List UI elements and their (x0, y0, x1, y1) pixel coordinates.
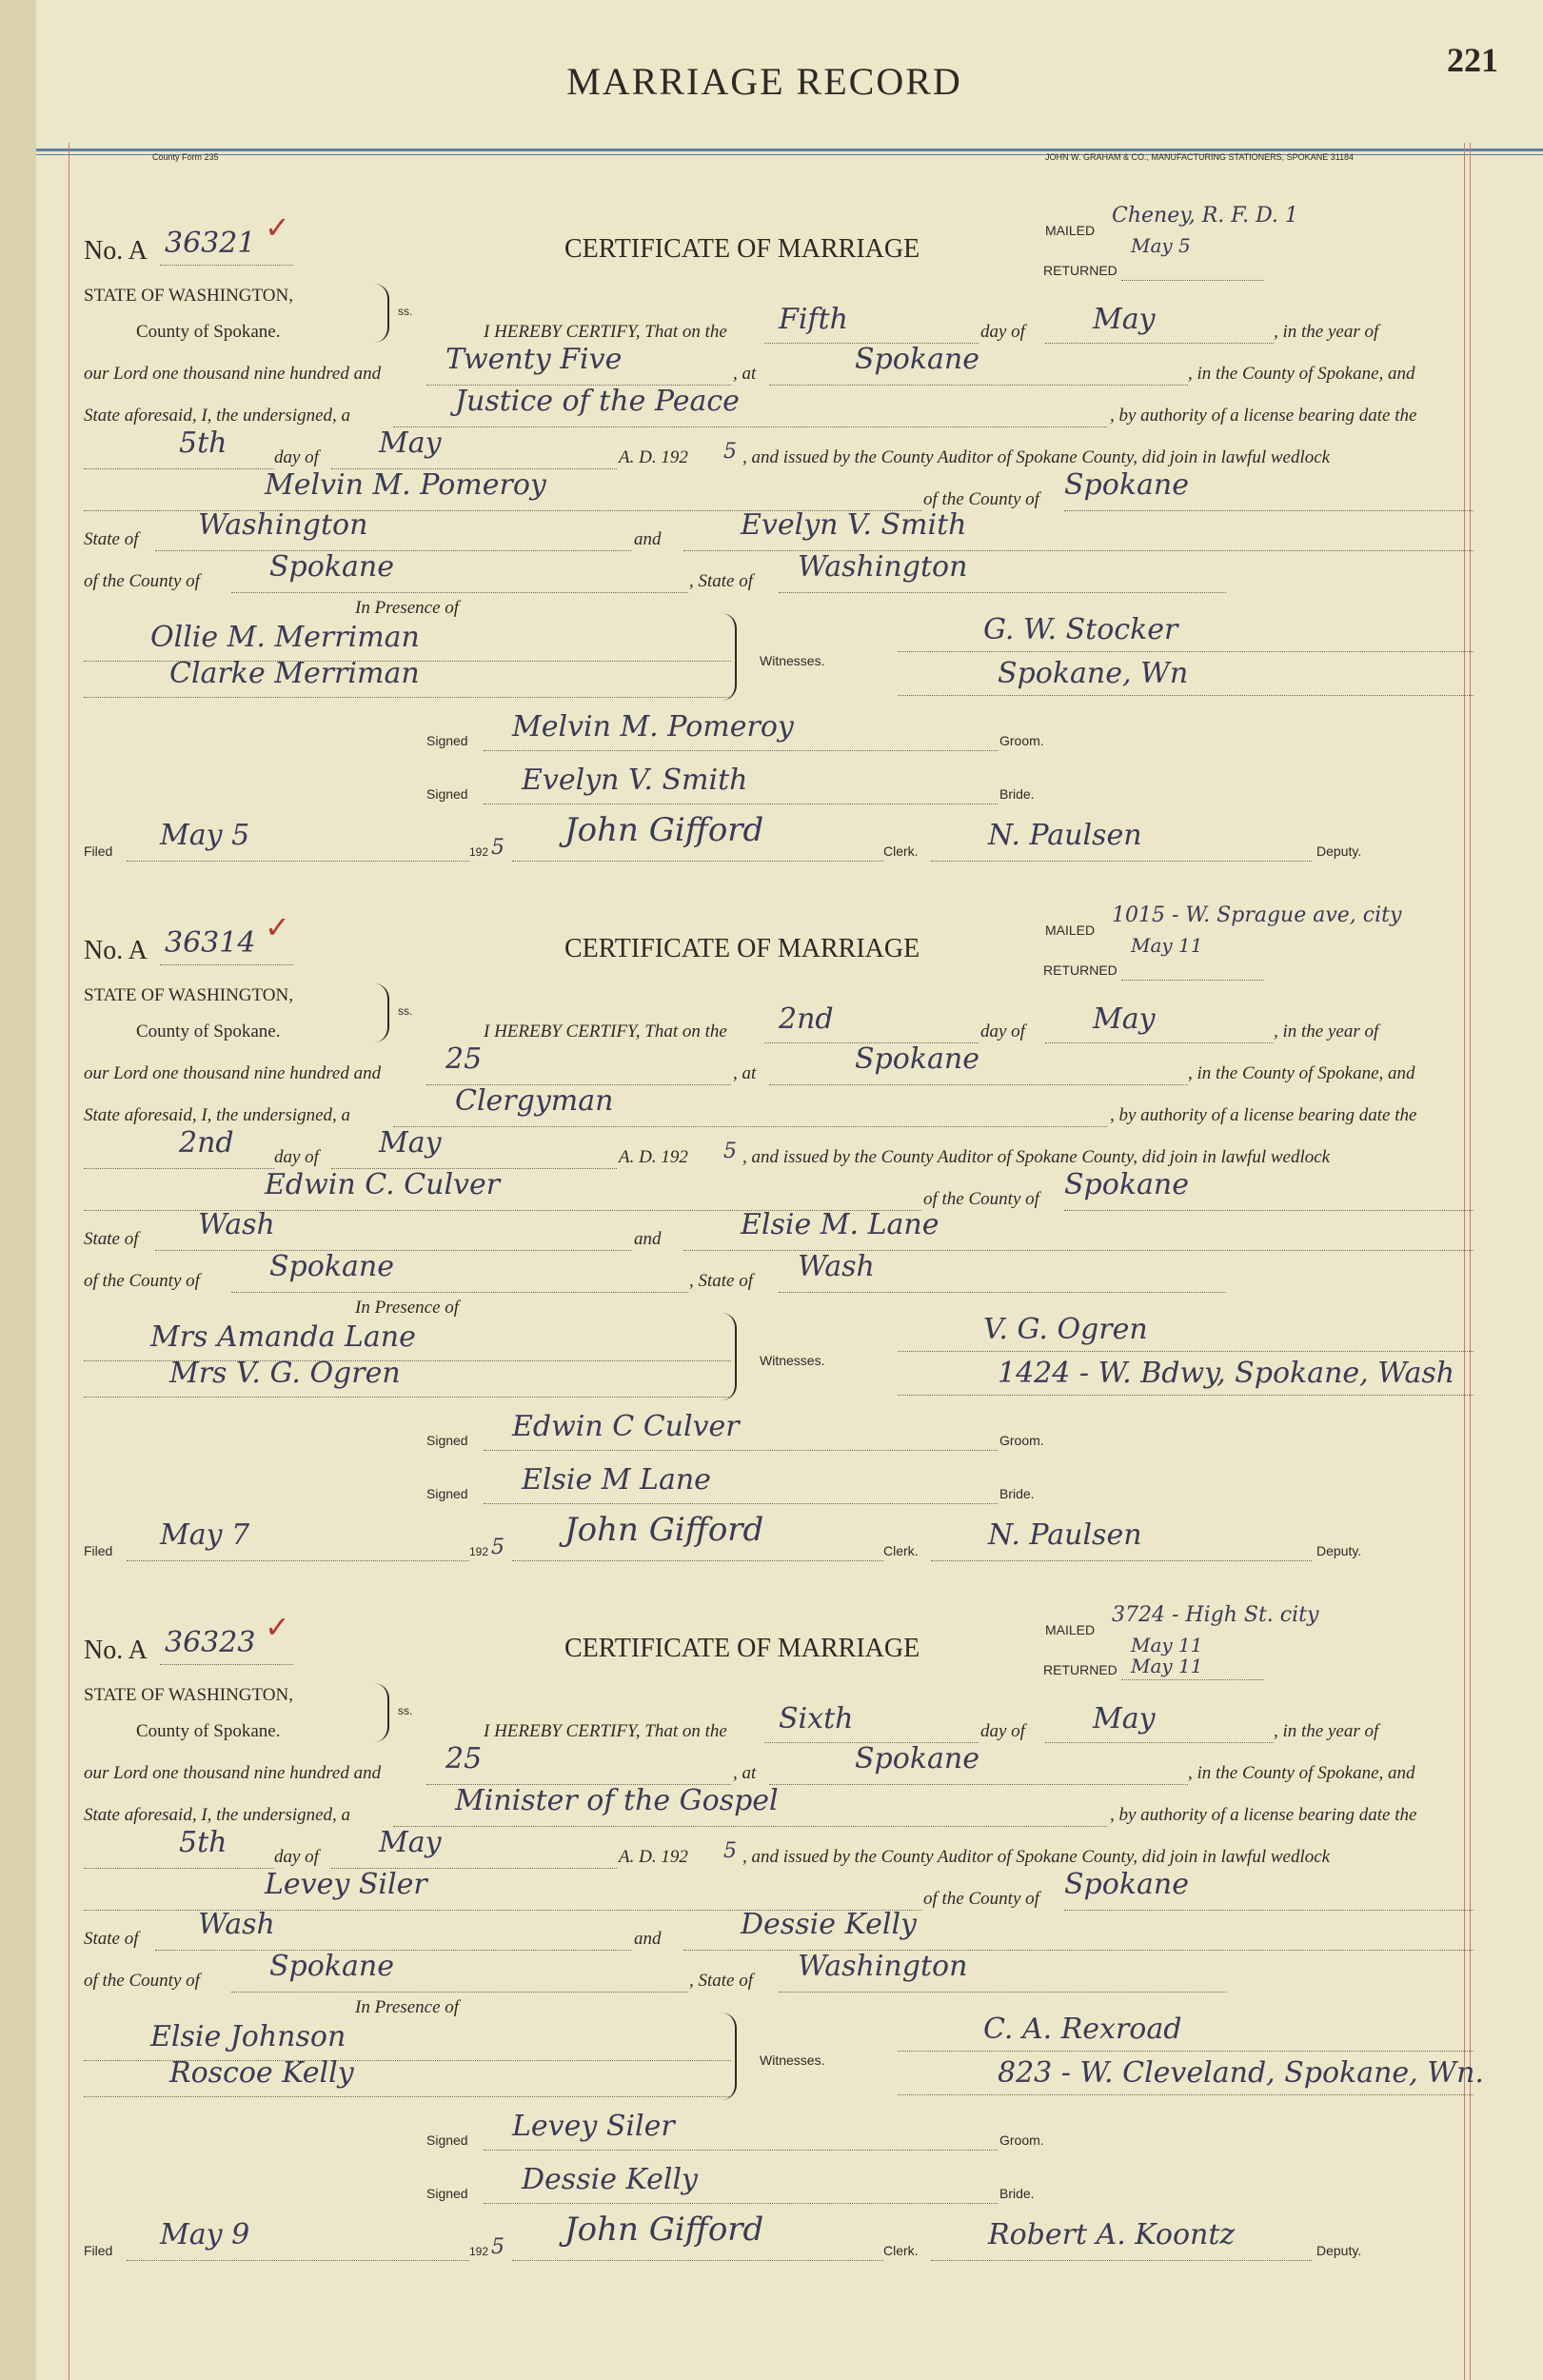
signed-bride-label: Signed (426, 786, 468, 802)
groom-label: Groom. (999, 2132, 1044, 2148)
license-day: 5th (179, 1826, 227, 1859)
officiant: Clergyman (455, 1084, 614, 1118)
state-label: STATE OF WASHINGTON, (84, 286, 293, 306)
and-label: and (634, 1229, 662, 1249)
signed-groom-label: Signed (426, 1433, 468, 1448)
number-line (160, 1664, 293, 1665)
license-day-of-label: day of (274, 447, 319, 467)
county-label: County of Spokane. (136, 1021, 281, 1041)
marriage-certificate-1 (36, 181, 1543, 885)
presence-1: Elsie Johnson (150, 2020, 346, 2053)
year-words: Twenty Five (445, 343, 623, 376)
witness-brace (722, 2013, 737, 2100)
certificate-number: 36314 (165, 926, 256, 960)
filed-year-prefix: 192 (469, 2245, 489, 2258)
license-day-of-label: day of (274, 1847, 319, 1867)
presence-2: Roscoe Kelly (169, 2056, 354, 2090)
deputy-name: N. Paulsen (988, 1518, 1142, 1552)
place: Spokane (855, 1742, 979, 1775)
returned-line (1121, 280, 1264, 281)
witness-1: V. G. Ogren (983, 1313, 1148, 1346)
officiant: Justice of the Peace (455, 385, 740, 418)
bride-label: Bride. (999, 786, 1035, 802)
at-label: , at (733, 364, 757, 384)
month-line (1045, 1042, 1274, 1043)
signed-groom-label: Signed (426, 733, 468, 748)
license-day-line (84, 1168, 274, 1169)
deputy-label: Deputy. (1316, 843, 1362, 859)
county-label: County of Spokane. (136, 322, 281, 342)
check-mark: ✓ (265, 1609, 290, 1645)
place-line (769, 1084, 1188, 1085)
officiant-line (393, 1826, 1107, 1827)
day: Sixth (779, 1702, 854, 1735)
signed-bride-line (484, 1503, 998, 1504)
witnesses-label: Witnesses. (760, 2053, 825, 2068)
witnesses-label: Witnesses. (760, 653, 825, 668)
license-day-line (84, 468, 274, 469)
certificate-title: CERTIFICATE OF MARRIAGE (564, 934, 920, 963)
ss-label: ss. (398, 305, 413, 318)
filed-year: 5 (491, 1536, 504, 1559)
stationer-note: JOHN W. GRAHAM & CO., MANUFACTURING STATIONERS, SPOKANE 31184 (1045, 152, 1355, 162)
license-day: 2nd (179, 1126, 234, 1160)
deputy-line (931, 1560, 1312, 1561)
signed-groom-line (484, 1450, 998, 1451)
filed-date-line (127, 2260, 469, 2261)
license-day-line (84, 1868, 274, 1869)
ad-label: A. D. 192 (619, 447, 688, 467)
county-form-note: County Form 235 (152, 152, 219, 162)
of-county-label-2: of the County of (84, 1271, 200, 1291)
certificate-number-label: No. A (84, 1636, 148, 1665)
witness-2-line (898, 2094, 1474, 2095)
month-line (1045, 1742, 1274, 1743)
presence-2: Clarke Merriman (169, 657, 420, 690)
certify-label: I HEREBY CERTIFY, That on the (484, 1721, 727, 1741)
signed-groom: Levey Siler (512, 2110, 675, 2143)
groom-name: Edwin C. Culver (265, 1168, 501, 1201)
year-label: , in the year of (1274, 1721, 1379, 1741)
presence-label: In Presence of (355, 1997, 460, 2017)
and-label: and (634, 1929, 662, 1949)
of-county-label: of the County of (923, 489, 1039, 509)
deputy-name: N. Paulsen (988, 819, 1142, 852)
day-of-label: day of (980, 1721, 1025, 1741)
witness-1-line (898, 1351, 1474, 1352)
witness-1: C. A. Rexroad (983, 2013, 1182, 2046)
presence-2-line (84, 697, 731, 698)
signed-bride-line (484, 803, 998, 804)
marriage-certificate-2 (36, 881, 1543, 1585)
certify-label: I HEREBY CERTIFY, That on the (484, 1021, 727, 1041)
of-county-label-2: of the County of (84, 1971, 200, 1991)
bride-label: Bride. (999, 2186, 1035, 2201)
signed-groom: Edwin C Culver (512, 1410, 740, 1443)
state-of-label-2: , State of (689, 571, 754, 591)
signed-bride: Dessie Kelly (522, 2163, 698, 2196)
officiant-line (393, 426, 1107, 427)
filed-date: May 5 (160, 819, 250, 852)
license-month: May (379, 426, 442, 460)
ad-label: A. D. 192 (619, 1847, 688, 1867)
witness-brace (722, 613, 737, 701)
month: May (1093, 1002, 1156, 1036)
bride-county-line (231, 1992, 688, 1993)
officiant-line (393, 1126, 1107, 1127)
bride-name: Elsie M. Lane (741, 1208, 940, 1241)
authority-label: , by authority of a license bearing date the (1110, 1805, 1417, 1825)
bride-state-line (779, 1992, 1226, 1993)
filed-year-prefix: 192 (469, 845, 489, 859)
signed-groom-label: Signed (426, 2132, 468, 2148)
deputy-line (931, 861, 1312, 862)
signed-groom-line (484, 750, 998, 751)
deputy-label: Deputy. (1316, 2243, 1362, 2258)
bride-name: Dessie Kelly (741, 1908, 917, 1941)
ss-label: ss. (398, 1704, 413, 1717)
page-number: 221 (1447, 41, 1498, 79)
license-year: 5 (723, 1839, 737, 1863)
month: May (1093, 303, 1156, 336)
month-line (1045, 343, 1274, 344)
signed-bride: Elsie M Lane (522, 1463, 711, 1497)
bride-county: Spokane (269, 1250, 394, 1283)
place: Spokane (855, 1042, 979, 1076)
bride-state: Wash (798, 1250, 875, 1283)
lord-label: our Lord one thousand nine hundred and (84, 364, 382, 384)
groom-county: Spokane (1064, 1868, 1189, 1901)
year-words: 25 (445, 1742, 483, 1775)
returned-date: May 11 (1131, 1655, 1203, 1677)
license-day: 5th (179, 426, 227, 460)
groom-label: Groom. (999, 1433, 1044, 1448)
ss-brace (374, 983, 389, 1042)
issued-label: , and issued by the County Auditor of Spokane County, did join in lawful wedlock (742, 447, 1331, 467)
in-county-label: , in the County of Spokane, and (1188, 364, 1415, 384)
groom-county-line (1064, 1910, 1474, 1911)
place: Spokane (855, 343, 979, 376)
bride-county-line (231, 1292, 688, 1293)
groom-state: Wash (198, 1908, 275, 1941)
day: Fifth (779, 303, 848, 336)
certificate-number: 36321 (165, 227, 256, 260)
groom-county-line (1064, 510, 1474, 511)
deputy-name: Robert A. Koontz (988, 2218, 1236, 2251)
filed-year: 5 (491, 2235, 504, 2259)
presence-1: Ollie M. Merriman (150, 621, 420, 654)
state-of-label-2: , State of (689, 1271, 754, 1291)
presence-2: Mrs V. G. Ogren (169, 1357, 401, 1390)
clerk-name: John Gifford (564, 1511, 764, 1549)
groom-name: Levey Siler (265, 1868, 427, 1901)
place-line (769, 1784, 1188, 1785)
filed-date-line (127, 1560, 469, 1561)
returned-line (1121, 980, 1264, 981)
clerk-label: Clerk. (883, 2243, 919, 2258)
mailed-date: May 5 (1131, 234, 1191, 257)
mailed-label: MAILED (1045, 223, 1096, 238)
clerk-line (512, 1560, 883, 1561)
month: May (1093, 1702, 1156, 1735)
officiant: Minister of the Gospel (455, 1784, 779, 1817)
state-of-label: State of (84, 529, 139, 549)
certificate-number-label: No. A (84, 936, 148, 965)
presence-label: In Presence of (355, 598, 460, 618)
mailed-address: 3724 - High St. city (1112, 1603, 1319, 1627)
issued-label: , and issued by the County Auditor of Spokane County, did join in lawful wedlock (742, 1147, 1331, 1167)
signed-bride: Evelyn V. Smith (522, 764, 748, 797)
filed-date: May 9 (160, 2218, 250, 2251)
ad-label: A. D. 192 (619, 1147, 688, 1167)
clerk-label: Clerk. (883, 843, 919, 859)
mailed-address: 1015 - W. Sprague ave, city (1112, 903, 1402, 927)
returned-label: RETURNED (1043, 962, 1118, 978)
marriage-certificate-3 (36, 1580, 1543, 2285)
returned-label: RETURNED (1043, 1662, 1118, 1677)
check-mark: ✓ (265, 909, 290, 945)
certify-label: I HEREBY CERTIFY, That on the (484, 322, 727, 342)
day-of-label: day of (980, 322, 1025, 342)
bride-name: Evelyn V. Smith (741, 508, 967, 542)
county-label: County of Spokane. (136, 1721, 281, 1741)
deputy-label: Deputy. (1316, 1543, 1362, 1558)
lord-label: our Lord one thousand nine hundred and (84, 1063, 382, 1083)
bride-county: Spokane (269, 550, 394, 584)
witness-1: G. W. Stocker (983, 613, 1178, 646)
signed-bride-label: Signed (426, 2186, 468, 2201)
in-county-label: , in the County of Spokane, and (1188, 1063, 1415, 1083)
filed-label: Filed (84, 843, 113, 859)
filed-date-line (127, 861, 469, 862)
lord-label: our Lord one thousand nine hundred and (84, 1763, 382, 1783)
record-page (36, 0, 1543, 2380)
witness-2-line (898, 1395, 1474, 1396)
license-year: 5 (723, 1140, 737, 1163)
groom-label: Groom. (999, 733, 1044, 748)
bride-state-line (779, 592, 1226, 593)
groom-county-line (1064, 1210, 1474, 1211)
filed-year: 5 (491, 836, 504, 860)
state-label: STATE OF WASHINGTON, (84, 1685, 293, 1705)
state-of-label-2: , State of (689, 1971, 754, 1991)
authority-label: , by authority of a license bearing date the (1110, 406, 1417, 426)
ss-brace (374, 284, 389, 343)
clerk-name: John Gifford (564, 2211, 764, 2249)
witness-1-line (898, 651, 1474, 652)
clerk-label: Clerk. (883, 1543, 919, 1558)
state-of-label: State of (84, 1229, 139, 1249)
mailed-date: May 11 (1131, 1634, 1203, 1656)
license-month: May (379, 1826, 442, 1859)
clerk-name: John Gifford (564, 811, 764, 849)
license-month: May (379, 1126, 442, 1160)
ss-label: ss. (398, 1004, 413, 1018)
year-label: , in the year of (1274, 1021, 1379, 1041)
presence-2-line (84, 1397, 731, 1398)
returned-label: RETURNED (1043, 263, 1118, 278)
license-year: 5 (723, 440, 737, 464)
filed-year-prefix: 192 (469, 1545, 489, 1558)
signed-groom-line (484, 2150, 998, 2151)
witness-brace (722, 1313, 737, 1400)
adjacent-page-edge (0, 0, 38, 2380)
in-county-label: , in the County of Spokane, and (1188, 1763, 1415, 1783)
certificate-number-label: No. A (84, 236, 148, 266)
bride-label: Bride. (999, 1486, 1035, 1501)
groom-state: Wash (198, 1208, 275, 1241)
certificate-title: CERTIFICATE OF MARRIAGE (564, 234, 920, 264)
witness-2: Spokane, Wn (998, 657, 1189, 690)
groom-county: Spokane (1064, 468, 1189, 502)
year-label: , in the year of (1274, 322, 1379, 342)
state-label: STATE OF WASHINGTON, (84, 985, 293, 1005)
bride-state: Washington (798, 1950, 968, 1983)
clerk-line (512, 861, 883, 862)
presence-2-line (84, 2096, 731, 2097)
of-county-label: of the County of (923, 1889, 1039, 1909)
state-of-label: State of (84, 1929, 139, 1949)
presence-label: In Presence of (355, 1298, 460, 1318)
mailed-label: MAILED (1045, 922, 1096, 938)
and-label: and (634, 529, 662, 549)
presence-1: Mrs Amanda Lane (150, 1320, 416, 1354)
authority-label: , by authority of a license bearing date the (1110, 1105, 1417, 1125)
witness-2: 1424 - W. Bdwy, Spokane, Wash (998, 1357, 1455, 1390)
day: 2nd (779, 1002, 834, 1036)
number-line (160, 964, 293, 965)
groom-state: Washington (198, 508, 368, 542)
number-line (160, 265, 293, 266)
state-aforesaid-label: State aforesaid, I, the undersigned, a (84, 406, 351, 426)
bride-state-line (779, 1292, 1226, 1293)
groom-name: Melvin M. Pomeroy (265, 468, 546, 502)
certificate-title: CERTIFICATE OF MARRIAGE (564, 1634, 920, 1663)
groom-county: Spokane (1064, 1168, 1189, 1201)
witnesses-label: Witnesses. (760, 1353, 825, 1368)
page-title: MARRIAGE RECORD (566, 60, 962, 103)
bride-state: Washington (798, 550, 968, 584)
certificate-number: 36323 (165, 1626, 256, 1659)
at-label: , at (733, 1763, 757, 1783)
state-aforesaid-label: State aforesaid, I, the undersigned, a (84, 1805, 351, 1825)
witness-2-line (898, 695, 1474, 696)
clerk-line (512, 2260, 883, 2261)
witness-1-line (898, 2051, 1474, 2052)
day-of-label: day of (980, 1021, 1025, 1041)
bride-county: Spokane (269, 1950, 394, 1983)
at-label: , at (733, 1063, 757, 1083)
returned-line (1121, 1679, 1264, 1680)
deputy-line (931, 2260, 1312, 2261)
bride-county-line (231, 592, 688, 593)
filed-date: May 7 (160, 1518, 250, 1552)
ss-brace (374, 1683, 389, 1742)
mailed-label: MAILED (1045, 1622, 1096, 1637)
filed-label: Filed (84, 1543, 113, 1558)
issued-label: , and issued by the County Auditor of Spokane County, did join in lawful wedlock (742, 1847, 1331, 1867)
of-county-label-2: of the County of (84, 571, 200, 591)
witness-2: 823 - W. Cleveland, Spokane, Wn. (998, 2056, 1484, 2090)
mailed-date: May 11 (1131, 934, 1203, 957)
place-line (769, 385, 1188, 386)
filed-label: Filed (84, 2243, 113, 2258)
mailed-address: Cheney, R. F. D. 1 (1112, 204, 1298, 228)
year-words: 25 (445, 1042, 483, 1076)
license-day-of-label: day of (274, 1147, 319, 1167)
signed-groom: Melvin M. Pomeroy (512, 710, 794, 744)
header-rule (36, 149, 1543, 151)
check-mark: ✓ (265, 209, 290, 246)
state-aforesaid-label: State aforesaid, I, the undersigned, a (84, 1105, 351, 1125)
signed-bride-label: Signed (426, 1486, 468, 1501)
signed-bride-line (484, 2203, 998, 2204)
of-county-label: of the County of (923, 1189, 1039, 1209)
